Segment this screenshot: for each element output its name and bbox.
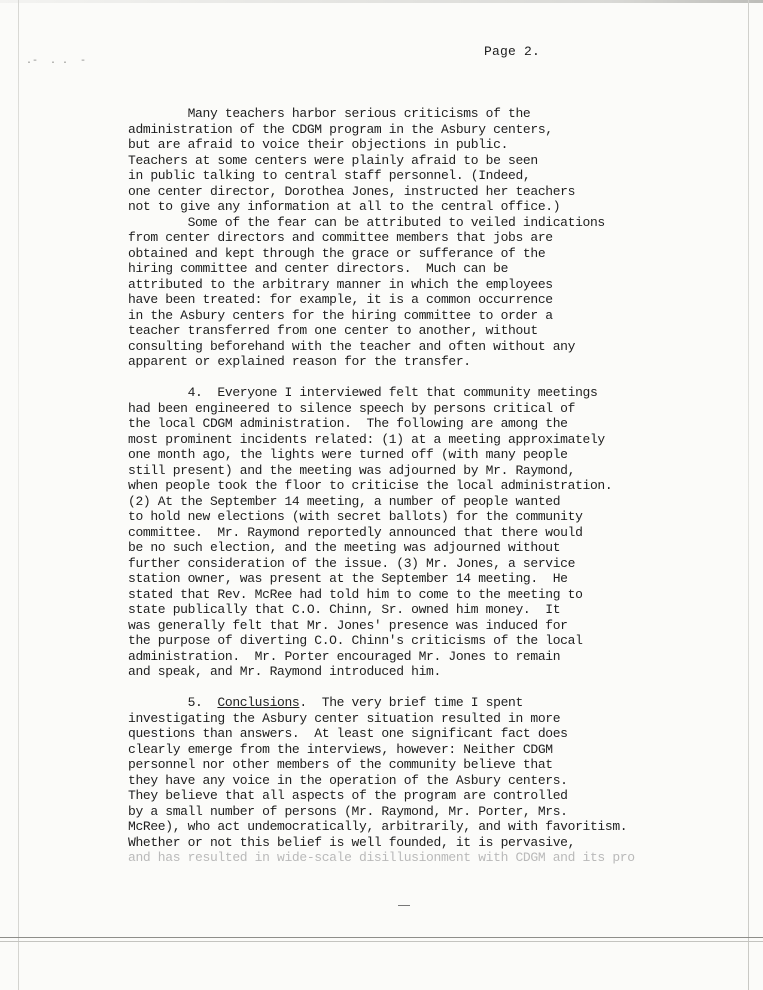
text-line: one center director, Dorothea Jones, instructed her teachers	[128, 183, 576, 199]
text-line: but are afraid to voice their objections in public.	[128, 137, 509, 152]
text-line: committee. Mr. Raymond reportedly announced that there would	[128, 524, 583, 540]
paragraph-community-meetings	[128, 385, 688, 680]
heading-prefix: 5.	[128, 695, 218, 710]
text-line: (2) At the September 14 meeting, a number of people wanted	[128, 493, 561, 509]
text-line: obtained and kept through the grace or sufferance of the	[128, 245, 546, 261]
scan-top-edge	[0, 0, 763, 3]
text-line: have been treated: for example, it is a common occurrence	[128, 292, 553, 307]
text-line: Some of the fear can be attributed to veiled indications	[128, 214, 605, 230]
scan-bottom-edge-secondary	[0, 941, 763, 942]
text-line: most prominent incidents related: (1) at a meeting approximately	[128, 431, 605, 447]
text-line: to hold new elections (with secret ballots) for the community	[128, 509, 583, 524]
paragraph-gap	[128, 370, 688, 386]
paragraph-gap	[128, 680, 688, 696]
page-number: Page 2.	[484, 44, 541, 59]
text-line: consulting beforehand with the teacher and often without any	[128, 338, 576, 354]
paragraph-conclusions	[128, 695, 688, 866]
text-line: was generally felt that Mr. Jones' presence was induced for	[128, 617, 568, 633]
text-line: not to give any information at all to the central office.)	[128, 199, 561, 214]
text-line: Whether or not this belief is well founded, it is pervasive,	[128, 834, 576, 850]
text-line: the purpose of diverting C.O. Chinn's criticisms of the local	[128, 633, 583, 648]
text-line: when people took the floor to criticise the local administration.	[128, 478, 613, 493]
text-line: in public talking to central staff personnel. (Indeed,	[128, 168, 531, 183]
text-line: station owner, was present at the September 14 meeting. He	[128, 571, 568, 586]
text-line: 4. Everyone I interviewed felt that community meetings	[128, 385, 598, 400]
faded-text-line: and has resulted in wide-scale disillusionment with CDGM and its pro	[128, 850, 635, 865]
text-line: clearly emerge from the interviews, however: Neither CDGM	[128, 741, 553, 757]
scan-left-edge	[18, 0, 19, 990]
text-line: Many teachers harbor serious criticisms of the	[128, 106, 531, 121]
text-line: apparent or explained reason for the transfer.	[128, 354, 471, 369]
text-line: by a small number of persons (Mr. Raymond, Mr. Porter, Mrs.	[128, 803, 568, 819]
text-line: the local CDGM administration. The following are among the	[128, 416, 568, 431]
text-line: McRee), who act undemocratically, arbitrarily, and with favoritism.	[128, 819, 628, 834]
text-line: further consideration of the issue. (3) Mr. Jones, a service	[128, 555, 576, 571]
text-line: still present) and the meeting was adjourned by Mr. Raymond,	[128, 462, 576, 478]
heading-suffix: . The very brief time I spent	[299, 695, 523, 710]
text-line: administration of the CDGM program in the Asbury centers,	[128, 121, 553, 137]
conclusions-heading-line	[128, 695, 688, 711]
text-line: from center directors and committee members that jobs are	[128, 230, 553, 245]
text-line: they have any voice in the operation of the Asbury centers.	[128, 772, 568, 788]
conclusions-heading: Conclusions	[217, 695, 300, 710]
scan-mark	[398, 905, 410, 906]
text-line: personnel nor other members of the community believe that	[128, 757, 553, 772]
scan-specks: .- . . -	[26, 56, 87, 67]
text-line: attributed to the arbitrary manner in which the employees	[128, 276, 553, 292]
text-line: teacher transferred from one center to another, without	[128, 323, 538, 338]
text-line: be no such election, and the meeting was adjourned without	[128, 540, 561, 555]
text-line: stated that Rev. McRee had told him to come to the meeting to	[128, 586, 583, 602]
text-line: one month ago, the lights were turned off (with many people	[128, 447, 568, 462]
document-body	[128, 106, 688, 866]
text-line: Teachers at some centers were plainly afraid to be seen	[128, 152, 538, 168]
text-line: questions than answers. At least one significant fact does	[128, 726, 568, 741]
text-line: and speak, and Mr. Raymond introduced him.	[128, 664, 441, 679]
text-line: in the Asbury centers for the hiring committee to order a	[128, 307, 553, 323]
text-line: administration. Mr. Porter encouraged Mr. Jones to remain	[128, 648, 561, 664]
text-line: investigating the Asbury center situation resulted in more	[128, 710, 561, 726]
scan-bottom-edge	[0, 937, 763, 938]
scan-right-edge	[748, 0, 749, 990]
paragraph-teachers-criticisms	[128, 106, 688, 370]
text-line: hiring committee and center directors. Much can be	[128, 261, 509, 276]
text-line: They believe that all aspects of the program are controlled	[128, 788, 568, 803]
text-line: state publically that C.O. Chinn, Sr. owned him money. It	[128, 602, 561, 617]
text-line: had been engineered to silence speech by persons critical of	[128, 400, 576, 416]
